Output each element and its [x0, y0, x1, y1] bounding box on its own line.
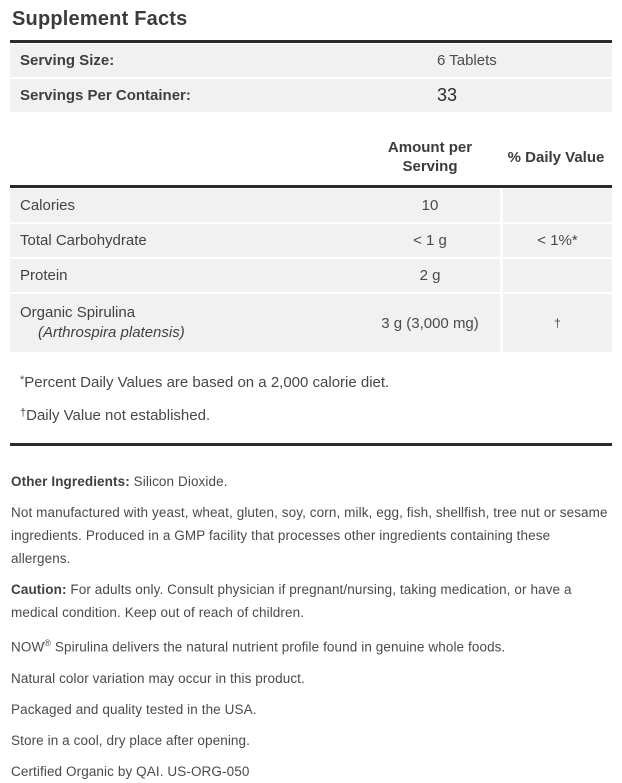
top-divider-bar — [10, 40, 612, 43]
nutrient-latin-name: (Arthrospira platensis) — [38, 324, 185, 341]
nutrient-name: Calories — [10, 189, 360, 222]
nutrient-amount: < 1 g — [360, 224, 500, 257]
servings-per-container-label: Servings Per Container: — [20, 87, 191, 104]
nutrition-table-body — [10, 189, 612, 352]
storage-note: Store in a cool, dry place after opening. — [11, 732, 250, 748]
nutrient-amount: 2 g — [360, 259, 500, 292]
bottom-divider-bar — [10, 443, 612, 446]
asterisk-marker: * — [20, 374, 25, 386]
color-variation-note: Natural color variation may occur in this product. — [11, 670, 305, 686]
other-ingredients: Other Ingredients: Silicon Dioxide. — [11, 474, 228, 489]
packaging-note: Packaged and quality tested in the USA. — [11, 701, 257, 717]
serving-info — [10, 44, 612, 112]
footnote-daily-value-not-established: †Daily Value not established. — [20, 407, 211, 424]
dagger-marker: † — [20, 407, 27, 419]
servings-per-container-value: 33 — [437, 85, 458, 105]
table-row-protein — [10, 259, 612, 292]
serving-size-row — [10, 44, 612, 77]
caution-statement: Caution: For adults only. Consult physician if pregnant/nursing, taking medication, or have a medical condition. Keep out of reach of children. — [11, 582, 572, 620]
servings-per-container-row — [10, 79, 612, 112]
footnote-percent-daily-value: *Percent Daily Values are based on a 2,000 calorie diet. — [20, 374, 390, 391]
header-divider-bar — [10, 185, 612, 188]
nutrient-amount: 10 — [360, 189, 500, 222]
brand-statement: NOW® Spirulina delivers the natural nutrient profile found in genuine whole foods. — [11, 638, 506, 655]
nutrient-name: Organic Spirulina (Arthrospira platensis) — [10, 294, 360, 352]
serving-size-value: 6 Tablets — [437, 52, 497, 69]
nutrient-daily-value — [500, 189, 612, 222]
nutrient-daily-value — [500, 259, 612, 292]
organic-certification: Certified Organic by QAI. US-ORG-050 — [11, 763, 250, 779]
nutrient-daily-value: † — [500, 294, 612, 352]
allergen-statement: Not manufactured with yeast, wheat, gluten, soy, corn, milk, egg, fish, shellfish, tree nut or sesame ingredients. Produced in a GMP facility that processes other ingredients containing these allergens. — [11, 505, 608, 566]
nutrient-daily-value: < 1%* — [500, 224, 612, 257]
supplement-facts-panel — [10, 8, 612, 783]
table-row-total-carbohydrate — [10, 224, 612, 257]
daily-value-header: % Daily Value — [507, 148, 605, 166]
amount-per-serving-header: Amount per Serving — [387, 139, 473, 175]
table-row-organic-spirulina — [10, 294, 612, 352]
page-title: Supplement Facts — [12, 8, 188, 30]
nutrient-name: Protein — [10, 259, 360, 292]
table-footnotes — [10, 352, 612, 443]
table-row-calories — [10, 189, 612, 222]
serving-size-label: Serving Size: — [20, 52, 115, 69]
nutrition-table-header — [10, 112, 612, 185]
nutrient-amount: 3 g (3,000 mg) — [360, 294, 500, 352]
header-spacer — [10, 138, 360, 176]
registered-trademark-symbol: ® — [44, 638, 52, 648]
product-details — [10, 470, 612, 783]
nutrient-name: Total Carbohydrate — [10, 224, 360, 257]
